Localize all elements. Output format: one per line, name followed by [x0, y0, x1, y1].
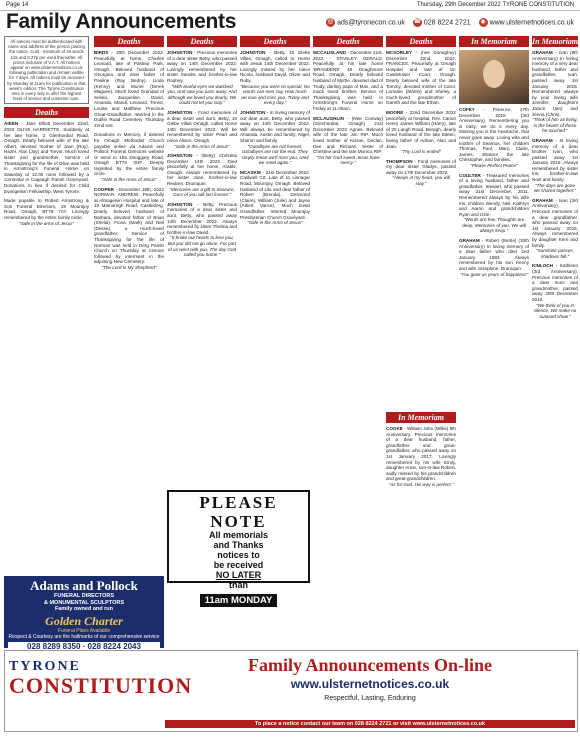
entry-name: BIRDS — [94, 50, 109, 55]
section-header-deaths: Deaths — [167, 36, 237, 47]
entry-name: JOHNSTON — [240, 109, 266, 115]
entry-verse: "Because you were so special, No words can ever say, How much we love and miss you, Today and every day." — [240, 83, 310, 106]
please-note-deadline: 11am MONDAY — [200, 594, 278, 607]
section-header-deaths: Deaths — [4, 107, 89, 118]
notice-entry: MCLAUGHLIN - (Nee Conway) (Glenhordial, Omagh) 21st December 2022 Agnes. Beloved wife of the late Jim RIP. Much loved mother of Kieran, Declan, Dee and Richard. Sister of Christine and the late Monica RIP. "On her God sweet Jesus have mercy." — [313, 115, 383, 166]
column-6 — [386, 36, 456, 436]
entry-text: Kathleen (3rd Anniversary). Precious memories of a dear mum and grandmother, passed away 30th December 2019. — [532, 263, 578, 302]
column-1 — [4, 36, 89, 574]
entry-name: GRAHAM — [532, 50, 553, 55]
section-header-deaths: Deaths — [313, 36, 383, 47]
notice-entry: JOHNSTON - Fond memories of a dear sister and aunt, Betty, 10 Glebe Villas Omagh, called Home 14th December 2022. Will be remembered by sister Pearl and niece Alison, Omagh. "Safe in the Arms of Jesus" — [167, 109, 237, 149]
section-header-in-memoriam: In Memoriam — [386, 412, 456, 423]
notice-entry: JOHNSTON - Precious memories of a dear sister Betty, who passed away on 14th December 2022. Lovingly remembered by her sister Sandra and brother-in-law Rodney. "With tearful eyes we watched you, And saw you pass away. And although we loved you dearly, We could not let you stay." — [167, 50, 237, 106]
column-4 — [240, 36, 310, 486]
entry-text: (nee Donaghey) December 22nd, 2022, FRANCES. Peacefully at Omagh Hospital and late of 19, Castletower Court, Omagh. Dearly beloved wife of the late Tommy, devoted mother of Carol, Lorraine (Martin) and Shirley, a much-loved grandmother of Gareth and the late Ethan. — [386, 50, 456, 106]
entry-text: Donations in Memory, if desired for Omagh Methodist Church payable online via Adams and Pollock Funeral Directors website or send to 155 Dooggary Road, Omagh BT79 0HF. Deeply regretted by the entire family circle. — [94, 132, 164, 177]
entry-name: THOMPSON — [386, 158, 413, 164]
entry-verse: "We think of you in silence, We make no outward show." — [533, 302, 577, 319]
entries-c7 — [459, 107, 529, 277]
entry-name: COOPER — [94, 186, 114, 192]
entry-text: In loving memory of a dear brother Ivan, who passed away 1st January 2015. Always remembered by sister Iris, brother-in-law Noel and family. — [532, 137, 578, 183]
masthead — [4, 12, 576, 34]
entry-text: Robert (Bertie) (30th Anniversary) In loving memory of a dear father who died 2nd January 1993. Always remembered by his son Kenny and wife Josephine, Drumquin. — [459, 238, 529, 272]
entry-name: MCCAUSLAND — [313, 50, 346, 55]
entry-name: COOKE — [386, 426, 403, 431]
entry-text: Ivan (3rd Anniversary). Precious memories of a dear grandfather, who passed away on 1st January 2015. Always remembered by daughter Kerri and family. — [532, 197, 578, 248]
entry-text: 21st December 2022. Caldwell Crt. Late of 11 Lisnagar Road, Mountjoy, Omagh. Beloved husband of Lila and dear father of Robert (Brenda), Desmond (Claire), William (Julie) and Jayne (Albert Vance). Much loved Grandfather. Interred Mountjoy Presbyterian Church Graveyard. — [240, 169, 310, 220]
entries-c8 — [532, 50, 578, 319]
notice-entry: GRAHAM - Ivan (3rd Anniversary). Precious memories of a dear grandfather, who passed away on 1st January 2015. Always remembered by daughter Kerri and family. "Sunshine passes, shadows fall." — [532, 197, 578, 259]
section-header-in-memoriam: In Memoriam — [459, 36, 529, 47]
entry-text: Betty. Precious memories of a dear sister and aunt, Betty, who passed away 14th December 2022. Always remembered by sister Thelma and brother-in-law David. — [167, 201, 237, 235]
section-header-deaths: Deaths — [240, 36, 310, 47]
entry-name: AIKEN — [4, 121, 19, 127]
entries-c2 — [94, 50, 164, 271]
please-note-box — [167, 490, 310, 606]
notice-entry: JOHNSTON - In loving memory of our dear aunt, Betty, who passed away on 14th December 2022. Will always be remembered by Amanda, Austin and family; Nigel, Sharon and family. "Goodbyes are not forever, Goodbyes are not the end. They simply mean we'll miss you, Until we meet again." — [240, 109, 310, 166]
column-3 — [167, 36, 237, 486]
notice-entry: MCASKIE - 21st December 2022. Caldwell Crt. Late of 11 Lisnagar Road, Mountjoy, Omagh. Beloved husband of Lila and dear father of Robert (Brenda), Desmond (Claire), William (Julie) and Jayne (Albert Vance). Much loved Grandfather. Interred Mountjoy Presbyterian Church Graveyard. "Safe in the Arms of Jesus" — [240, 169, 310, 226]
entry-verse: "The Lord Is My Shepherd" — [101, 264, 157, 270]
column-5 — [313, 36, 383, 486]
entry-verse: "Safe in the Arms of Jesus" — [101, 177, 157, 183]
entries-c3 — [167, 50, 237, 258]
entries-c4 — [240, 50, 310, 226]
entry-verse: "As for God, His way is perfect." — [388, 481, 454, 487]
entry-name: MCLAUGHLIN — [313, 115, 344, 121]
entry-verse: "Goodbyes are not forever, Goodbyes are not the end. They simply mean we'll miss you, Until we meet again." — [241, 143, 309, 166]
notice-entry: THOMPSON - Fond memories of my dear sister Gladys, passed away on 17th December 2022. "Always in my heart, you will stay." — [386, 158, 456, 187]
email-icon: @ — [327, 19, 334, 25]
online-ad-footer: To place a notice contact our team on 028 8224 2721 or visit www.ulsternetnotices.co.uk — [165, 720, 575, 728]
issue-date: Thursday, 29th December 2022 TYRONE CONSTITUTION — [416, 2, 574, 8]
entry-verse: "On her God sweet Jesus have mercy." — [316, 154, 380, 166]
tyrone-constitution-logo: TYRONE CONSTITUTION — [9, 659, 193, 698]
please-note-line-3: All memorials — [208, 530, 269, 540]
contact-email[interactable]: ads@tyronecon.co.uk — [337, 19, 405, 27]
section-header-in-memoriam: In Memoriam — [532, 37, 578, 46]
web-icon: ◉ — [480, 19, 486, 25]
please-note-line-6: be received — [213, 560, 264, 570]
column-7 — [459, 36, 529, 466]
please-note-line-5: notices to — [217, 550, 260, 560]
entry-verse: "Sunshine passes, shadows fall." — [536, 248, 574, 259]
entry-text: 20th December 2022. Peacefully at home, Charles Leonard, late of Pasteur Park, Omagh. Beloved husband of Georgina and dear father of Pauline (Ray Bedoy), Linda (Kenny) and Muriel (Derek Maguire). Much loved Grandad of Selina, Jacqueline, David, Amanda, Mandi, Leonard, Trevor, Louise and Matthew. Precious Great-Grandfather. Interred in the Dublin Road Cemetery Thursday 22nd inst. — [94, 50, 164, 128]
entry-text: Fond memories of my dear sister Gladys, passed away on 17th December 2022. — [386, 158, 456, 175]
entry-text: Ivan (8th Anniversary) In loving memory of a very dear husband, father and grandfather, Ivan, passed away 1st January 2015. Remembered always by your loving wife Jennifer, daughters Janice (Ian) and Jenna (Chris). — [532, 50, 578, 117]
entries-c6 — [386, 50, 456, 187]
entry-name: GRAHAM — [459, 238, 480, 244]
entry-text: 22nd December 2022 peacefully at hospital, Rev. Canon Henry James William (Harry), late of 20 Langh Road, Beragh, dearly loved husband of the late Eileen, loving father of Adrian, Alan and Jean. — [386, 109, 456, 149]
page-number: Page 14 — [6, 2, 29, 8]
online-ad-headline: Family Announcements On-line — [247, 655, 493, 675]
please-note-line-4: and Thanks — [213, 540, 264, 550]
contact-phone[interactable]: 028 8224 2721 — [423, 19, 471, 27]
entry-verse: "It broke our hearts to lose you, But you did not go alone. For part of us went with you, The day God called you home." — [167, 235, 237, 258]
please-note-title-2: NOTE — [210, 512, 267, 531]
section-header-deaths: Deaths — [94, 36, 164, 47]
entry-name: MCSORLEY — [386, 50, 413, 55]
entry-name: COFEY — [459, 107, 475, 112]
entry-verse: "Please Perfect Peace" — [470, 162, 518, 168]
column-6-memoriam — [386, 412, 456, 612]
entries-c5 — [313, 50, 383, 166]
entry-verse: "Safe in the arms of Jesus" — [18, 220, 75, 226]
notice-entry: MCSORLEY - (nee Donaghey) December 22nd, 2022, FRANCES. Peacefully at Omagh Hospital and late of 19, Castletower Court, Omagh. Dearly beloved wife of the late Tommy, devoted mother of Carol, Lorraine (Martin) and Shirley, a much-loved grandmother of Gareth and the late Ethan. — [386, 50, 456, 106]
entry-name: COULTER — [459, 172, 481, 178]
please-note-title-1: PLEASE — [199, 493, 278, 512]
notice-entry: BIRDS - 20th December 2022. Peacefully at home, Charles Leonard, late of Pasteur Park, Omagh. Beloved husband of Georgina and dear father of Pauline (Ray Bedoy), Linda (Kenny) and Muriel (Derek Maguire). Much loved Grandad of Selina, Jacqueline, David, Amanda, Mandi, Leonard, Trevor, Louise and Matthew. Precious Great-Grandfather. Interred in the Dublin Road Cemetery Thursday 22nd inst. — [94, 50, 164, 128]
column-2 — [94, 36, 164, 576]
ad-subtitle-3: Family owned and run — [54, 606, 114, 612]
notice-entry: AIKEN - Jane Elliott December 22nd, 2022 OLIVE HARRIETTE. Suddenly at her late home, 2 Glenhordial Road, Omagh. Dearly beloved wife of the late Albert, devoted mother of Joan (Roy), Hazel, Alan (Joy) and Trevor. Much loved sister and grandmother. Service of Thanksgiving for the life of Olive was held in Armstrong's Funeral Home on Saturday at 12.00 noon followed by a committal in Cappagh Parish Graveyard. Donations in lieu if desired for Child Evangelism Fellowship, West Tyrone. — [4, 121, 89, 194]
entry-name: MOORE — [386, 109, 404, 115]
entry-text: Precious memories of a dear sister Betty, who passed away on 14th December 2022. Lovingly remembered by her sister Sandra and brother-in-law Rodney. — [167, 50, 237, 83]
entry-text: Betty, 10 Glebe Villas, Omagh, called to Home with Jesus 14th December 2022. Lovingly missed by her niece Nicola, husband David, Oliver and Ruby. — [240, 50, 310, 83]
notice-entry: MCCAUSLAND - December 21st, 2022 - STANLEY GERALD. Peacefully at his late home 'BRANDENE' 40 Doaghmore Road, Omagh. Dearly beloved husband of Myrtle, devoted dad of Trudy, darling papa of Max, and a much loved brother. Service of Thanksgiving was held in Armstrong's Funeral Home on Friday at 11.00am. — [313, 50, 383, 111]
entry-text: William John (Willis) 8th Anniversary. Precious memories of a dear husband, father, grandfather and great-grandfather, who passed away on 1st January 2017. Lovingly remembered by his wife Emily, daughter Anne, son-in-law Robert, sadly missed by his grandchildren and great-grandchildren. — [386, 426, 456, 482]
notice-entry: GRAHAM - Robert (Bertie) (30th Anniversary) In loving memory of a dear father who died 2nd January 1993. Always remembered by his son Kenny and wife Josephine, Drumquin. "You gave us years of happiness" — [459, 238, 529, 277]
entry-text: Fond memories of a dear sister and aunt, Betty, 10 Glebe Villas Omagh, called Home 14th December 2022. Will be remembered by sister Pearl and niece Alison, Omagh. — [167, 109, 237, 143]
entries-c6b — [386, 426, 456, 488]
notice-entry — [94, 132, 164, 182]
entry-verse: "Memories are a gift to treasure, Ours of you will last forever." — [169, 186, 235, 198]
entry-text: In loving memory of our dear aunt, Betty, who passed away on 14th December 2022. Will always be remembered by Amanda, Austin and family; Nigel, Sharon and family. — [240, 109, 310, 143]
notice-entry: COOPER - December 19th, 2022 NORMAN ANDREW. Peacefully at Altnagelvin Hospital and late of 18 Mamoregh Road, Castlederg. Dearly beloved husband of Barbara, devoted father of Brian (Sheila), Fiona (Mark) and Neil (Desse), a much-loved grandfather. Service of Thanksgiving for the life of Norman was held in Derg Parish Church on Thursday at 12noon followed by interment in the adjoining New Cemetery. "The Lord Is My Shepherd" — [94, 186, 164, 270]
entry-text: (Nee Conway) (Glenhordial, Omagh) 21st December 2022 Agnes. Beloved wife of the late Jim RIP. Much loved mother of Kieran, Declan, Dee and Richard. Sister of Christine and the late Monica RIP. — [313, 115, 383, 155]
entry-name: JOHNSTON — [240, 50, 266, 55]
entry-text: December 19th, 2022 NORMAN ANDREW. Peacefully at Altnagelvin Hospital and late of 18 Mamoregh Road, Castlederg. Dearly beloved husband of Barbara, devoted father of Brian (Sheila), Fiona (Mark) and Neil (Desse), a much-loved grandfather. Service of Thanksgiving for the life of Norman was held in Derg Parish Church on Thursday at 12noon followed by interment in the adjoining New Cemetery. — [94, 186, 164, 265]
entry-verse: "The days are gone we shared together." — [533, 182, 577, 194]
notice-entry: COFEY - Florence. 27th December 2019 (3rd Anniversary). Remembering you is easy, we do it every day. Missing you is the heartache, that never goes away. Loving wife and mother of Seamus, her children Thomas, Paul, Mary, Claire, James, Eleanor the late Christopher, and families. "Please Perfect Peace" — [459, 107, 529, 168]
please-note-line-8: than — [229, 580, 248, 590]
phone-icon: ☎ — [413, 19, 422, 25]
entry-name: JOHNSTON — [167, 109, 193, 115]
notice-entry — [4, 198, 89, 226]
notice-entry: GRAHAM - Ivan (8th Anniversary) In loving memory of a very dear husband, father and grandfather, Ivan, passed away 1st January 2015. Remembered always by your loving wife Jennifer, daughters Janice (Ian) and Jenna (Chris). "Think of him as living, in the hearts of those he touched." — [532, 50, 578, 134]
entry-verse: "Always in my heart, you will stay." — [392, 175, 450, 187]
page-title: Family Announcements — [6, 10, 237, 33]
entry-verse: "Safe in the Arms of Jesus" — [174, 143, 230, 149]
entry-text: Made payable to Robert Armstrong & Son Funeral Directors, 19 Mountjoy Road, Omagh, BT79 7AY. Lovingly remembered by the entire family circle. — [4, 198, 89, 220]
notice-entry: COULTER - Treasured memories of a loving husband, father and grandfather, Stewart, who passed away 31st December, 2011. Remembered always by his wife Iris, children Wendy, Neil, Kathryn and Aaron and grandchildren Ryan and Izzie. "Words are few, Thoughts are deep, Memories of you, We will always keep." — [459, 172, 529, 234]
ad-subtitle-2: & MONUMENTAL SCULPTORS — [43, 599, 125, 606]
entry-text: Treasured memories of a loving husband, father and grandfather, Stewart, who passed away 31st December, 2011. Remembered always by his wife Iris, children Wendy, Neil, Kathryn and Aaron and grandchildren Ryan and Izzie. — [459, 172, 529, 217]
notice-entry: GRAHAM - In loving memory of a dear brother Ivan, who passed away 1st January 2015. Always remembered by sister Iris, brother-in-law Noel and family. "The days are gone we shared together." — [532, 137, 578, 194]
online-notices-ad[interactable] — [4, 650, 578, 732]
notice-entry: COOKE - William John (Willis) 8th Anniversary. Precious memories of a dear husband, father, grandfather and great-grandfather, who passed away on 1st January 2017. Lovingly remembered by his wife Emily, daughter Anne, son-in-law Robert, sadly missed by his grandchildren and great-grandchildren. "As for God, His way is perfect." — [386, 426, 456, 487]
entry-text: December 21st, 2022 - STANLEY GERALD. Peacefully at his late home 'BRANDENE' 40 Doaghmore Road, Omagh. Dearly beloved husband of Myrtle, devoted dad of Trudy, darling papa of Max, and a much loved brother. Service of Thanksgiving was held in Armstrong's Funeral Home on Friday at 11.00am. — [313, 50, 383, 111]
entry-text: Florence. 27th December 2019 (3rd Anniversary). Remembering you is easy, we do it every day. Missing you is the heartache, that never goes away. Loving wife and mother of Seamus, her children Thomas, Paul, Mary, Claire, James, Eleanor the late Christopher, and families. — [459, 107, 529, 163]
ad-respect: Respect & Courtesy are the hallmarks of our comprehensive service — [8, 633, 160, 640]
entry-name: MCASKIE — [240, 169, 262, 175]
online-ad-tagline: Respectful, Lasting, Enduring — [324, 695, 416, 702]
notice-box: All notices must be authenticated with name and address of the person placing the notice. Cost - minimum of 25 words £15 and 0.27p per word thereafter. All prices inclusive of V.A.T. All notices appear on www.ulsternetnotices.co.uk following publication and remain visible for 7 days. All notices must be received by Monday at 11am for publication in that week's edition. The Tyrone Constitution tries in every way to offer the highest level of service and customer care. — [4, 36, 89, 104]
entry-verse: "Thy Lord is ended" — [400, 149, 442, 155]
contact-bar — [320, 18, 574, 27]
entry-verse: "With tearful eyes we watched you, And saw you pass away. And although we loved you dearly, We could not let you stay." — [167, 83, 237, 106]
memorial-photo — [459, 50, 529, 104]
contact-web[interactable]: www.ulsternetnotices.co.uk — [489, 19, 574, 27]
entry-verse: "You gave us years of happiness" — [459, 271, 529, 277]
entry-text: (Betty) Christina December 14th 2022. Died peacefully at her home, Arable, Omagh. Always remembered by her sister Joan, brother-in-law Reuben, Drumquin. — [167, 153, 237, 187]
entry-name: GRAHAM — [532, 197, 553, 203]
entry-name: JOHNSTON — [167, 201, 193, 207]
entry-verse: "Think of him as living, in the hearts of those he touched." — [532, 117, 578, 134]
online-ad-body — [165, 655, 575, 702]
column-8 — [532, 36, 578, 596]
section-header-deaths: Deaths — [386, 36, 456, 47]
entries-c1 — [4, 121, 89, 226]
notice-entry: JOHNSTON - (Betty) Christina December 14th 2022. Died peacefully at her home, Arable, Omagh. Always remembered by her sister Joan, brother-in-law Reuben, Drumquin. "Memories are a gift to treasure, Ours of you will last forever." — [167, 153, 237, 198]
please-note-line-7: NO LATER — [215, 570, 262, 580]
ad-golden-sub: Funeral Plans Available — [57, 627, 111, 634]
ad-telephone[interactable]: 028 8289 8350 · 028 8224 2043 — [8, 642, 160, 652]
notice-entry: KINLOCH - Kathleen (3rd Anniversary). Precious memories of a dear mum and grandmother, passed away 30th December 2019. "We think of you in silence, We make no outward show." — [532, 263, 578, 319]
ad-company-name: Adams and Pollock — [30, 578, 138, 593]
entry-text: Jane Elliott December 22nd, 2022 OLIVE HARRIETTE. Suddenly at her late home, 2 Glenhordial Road, Omagh. Dearly beloved wife of the late Albert, devoted mother of Joan (Roy), Hazel, Alan (Joy) and Trevor. Much loved sister and grandmother. Service of Thanksgiving for the life of Olive was held in Armstrong's Funeral Home on Saturday at 12.00 noon followed by a committal in Cappagh Parish Graveyard. Donations in lieu if desired for Child Evangelism Fellowship, West Tyrone. — [4, 121, 89, 194]
entry-verse: "Safe in the Arms of Jesus" — [247, 220, 303, 226]
entry-verse: "Words are few, Thoughts are deep, Memories of you, We will always keep." — [462, 217, 526, 234]
notice-entry: MOORE - 22nd December 2022 peacefully at hospital, Rev. Canon Henry James William (Harry), late of 20 Langh Road, Beragh, dearly loved husband of the late Eileen, loving father of Adrian, Alan and Jean. "Thy Lord is ended" — [386, 109, 456, 155]
funeral-director-ad[interactable] — [4, 576, 164, 651]
entry-name: JOHNSTON — [167, 153, 193, 159]
entry-name: JOHNSTON — [167, 50, 193, 55]
notice-entry: JOHNSTON - Betty, 10 Glebe Villas, Omagh, called to Home with Jesus 14th December 2022. Lovingly missed by her niece Nicola, husband David, Oliver and Ruby. "Because you were so special, No words can ever say, How much we love and miss you, Today and every day." — [240, 50, 310, 106]
online-ad-url[interactable]: www.ulsternetnotices.co.uk — [290, 677, 450, 691]
ad-golden-charter: Golden Charter — [45, 613, 123, 628]
entry-name: KINLOCH — [532, 263, 553, 269]
notice-entry: JOHNSTON - Betty. Precious memories of a dear sister and aunt, Betty, who passed away 14th December 2022. Always remembered by sister Thelma and brother-in-law David. "It broke our hearts to lose you, But you did not go alone. For part of us went with you, The day God called you home." — [167, 201, 237, 258]
entry-name: GRAHAM — [532, 137, 553, 143]
ad-subtitle-1: FUNERAL DIRECTORS — [54, 593, 114, 599]
